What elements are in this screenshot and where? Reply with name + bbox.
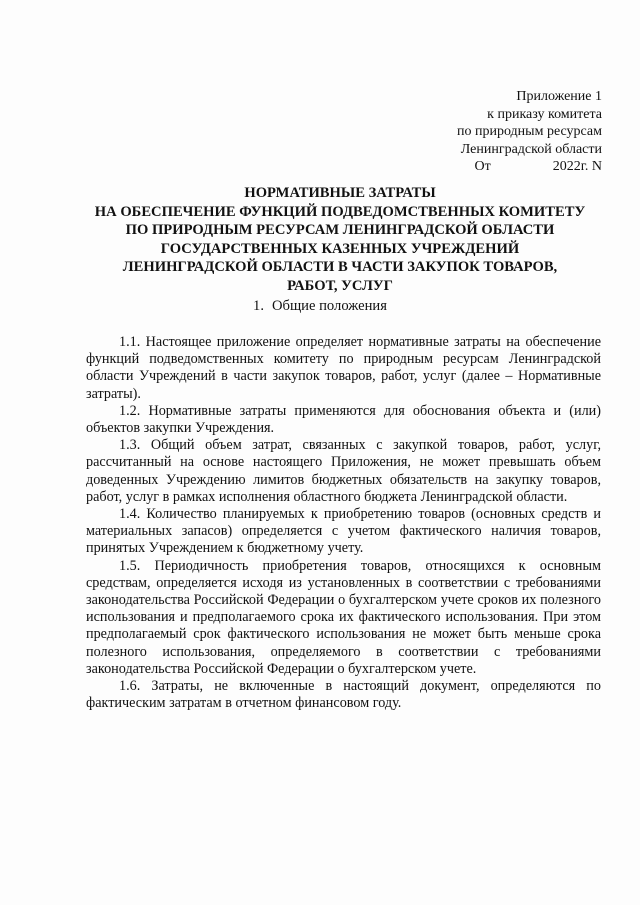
appendix-header xyxy=(457,88,602,176)
appendix-order-date xyxy=(457,158,602,176)
paragraph-1-4: 1.4. Количество планируемых к приобретению товаров (основных средств и материальных запасов) определяется с учетом фактического наличия товаров, принятых Учреждением к бюджетному учету. xyxy=(86,506,601,557)
paragraph-1-6: 1.6. Затраты, не включенные в настоящий документ, определяются по фактическим затратам в отчетном финансовом году. xyxy=(86,678,601,712)
appendix-region: Ленинградской области xyxy=(460,141,602,157)
appendix-number: Приложение 1 xyxy=(516,89,602,104)
title-line-1: НОРМАТИВНЫЕ ЗАТРАТЫ xyxy=(244,185,436,201)
title-line-3: ПО ПРИРОДНЫМ РЕСУРСАМ ЛЕНИНГРАДСКОЙ ОБЛАСТИ xyxy=(125,222,555,239)
document-body xyxy=(86,334,601,712)
order-year-number: 2022г. N xyxy=(552,159,602,174)
title-line-6: РАБОТ, УСЛУГ xyxy=(287,277,393,294)
title-line-5: ЛЕНИНГРАДСКОЙ ОБЛАСТИ В ЧАСТИ ЗАКУПОК ТОВАРОВ, xyxy=(122,259,558,276)
document-title xyxy=(60,184,620,296)
title-line-4: ГОСУДАРСТВЕННЫХ КАЗЕННЫХ УЧРЕЖДЕНИЙ xyxy=(160,240,520,257)
section-title: Общие положения xyxy=(271,298,387,314)
appendix-committee: по природным ресурсам xyxy=(456,124,602,139)
order-from-label: От xyxy=(474,159,491,174)
appendix-order-ref: к приказу комитета xyxy=(487,106,602,122)
title-line-2: НА ОБЕСПЕЧЕНИЕ ФУНКЦИЙ ПОДВЕДОМСТВЕННЫХ КОМИТЕТУ xyxy=(94,203,586,220)
section-heading xyxy=(0,297,640,315)
paragraph-1-3: 1.3. Общий объем затрат, связанных с закупкой товаров, работ, услуг, рассчитанный на основе настоящего Приложения, не может превышать объем доведенных Учреждению лимитов бюджетных обязательств на закупку товаров, работ, услуг в рамках исполнения областного бюджета Ленинградской области. xyxy=(86,437,601,505)
paragraph-1-5: 1.5. Периодичность приобретения товаров, относящихся к основным средствам, определяется исходя из установленных в соответствии с требованиями законодательства Российской Федерации о бухгалтерском учете сроков их полезного использования и предполагаемого срока их фактического использования. При этом предполагаемый срок фактического использования не может быть меньше срока полезного использования, определяемого в соответствии с требованиями законодательства Российской Федерации о бухгалтерском учете. xyxy=(86,557,601,677)
paragraph-1-1: 1.1. Настоящее приложение определяет нормативные затраты на обеспечение функций подведомственных комитету по природным ресурсам Ленинградской области Учреждений в части закупок товаров, работ, услуг (далее – Нормативные затраты). xyxy=(86,334,601,402)
section-number: 1. xyxy=(253,298,264,314)
paragraph-1-2: 1.2. Нормативные затраты применяются для обоснования объекта и (или) объектов закупки Учреждения. xyxy=(86,402,601,437)
